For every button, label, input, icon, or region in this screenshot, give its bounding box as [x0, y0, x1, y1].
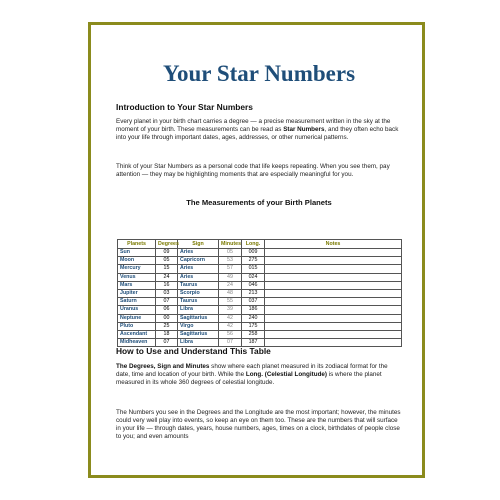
table-header-row [118, 240, 402, 249]
minutes-cell: 05 [219, 249, 242, 257]
degrees-cell: 03 [156, 289, 178, 297]
notes-cell[interactable] [265, 339, 402, 347]
sign-cell: Aries [178, 273, 219, 281]
table-row [118, 281, 402, 289]
minutes-cell: 24 [219, 281, 242, 289]
minutes-cell: 55 [219, 298, 242, 306]
longitude-cell: 187 [242, 339, 265, 347]
minutes-cell: 56 [219, 330, 242, 338]
degrees-cell: 00 [156, 314, 178, 322]
sign-cell: Sagittarius [178, 330, 219, 338]
notes-cell[interactable] [265, 257, 402, 265]
sign-cell: Scorpio [178, 289, 219, 297]
planet-cell: Ascendant [118, 330, 156, 338]
sign-cell: Libra [178, 339, 219, 347]
minutes-cell: 57 [219, 265, 242, 273]
minutes-cell: 42 [219, 322, 242, 330]
howto-paragraph: The Degrees, Sign and Minutes show where each planet measured in its zodiacal format for the date, time and location of your birth. While the Long. (Celestial Longitude) is where the planet measured in its whole 360 degrees of celestial longitude. [116, 363, 388, 386]
longitude-cell: 186 [242, 306, 265, 314]
table-row [118, 265, 402, 273]
table-row [118, 273, 402, 281]
longitude-cell: 009 [242, 249, 265, 257]
notes-cell[interactable] [265, 306, 402, 314]
planet-cell: Sun [118, 249, 156, 257]
intro-heading: Introduction to Your Star Numbers [116, 102, 253, 112]
header-minutes: Minutes [219, 240, 242, 249]
longitude-cell: 037 [242, 298, 265, 306]
planet-cell: Neptune [118, 314, 156, 322]
longitude-cell: 275 [242, 257, 265, 265]
intro-paragraph: Every planet in your birth chart carries a degree — a precise measurement written in the sky at the moment of your birth. These measurements can be read as Star Numbers, and they often echo back into your life through important dates, ages, addresses, or other numerical patterns. [116, 118, 399, 141]
degrees-cell: 07 [156, 298, 178, 306]
sign-cell: Sagittarius [178, 314, 219, 322]
sign-cell: Taurus [178, 281, 219, 289]
minutes-cell: 07 [219, 339, 242, 347]
notes-cell[interactable] [265, 298, 402, 306]
notes-cell[interactable] [265, 289, 402, 297]
table-row [118, 249, 402, 257]
degrees-cell: 06 [156, 306, 178, 314]
planet-cell: Mercury [118, 265, 156, 273]
celestial-longitude-term: Long. (Celestial Longitude) [245, 370, 328, 378]
howto-heading: How to Use and Understand This Table [116, 346, 271, 356]
degrees-cell: 18 [156, 330, 178, 338]
header-longitude: Long. [242, 240, 265, 249]
table-row [118, 257, 402, 265]
degrees-cell: 09 [156, 249, 178, 257]
longitude-cell: 015 [242, 265, 265, 273]
degrees-cell: 25 [156, 322, 178, 330]
header-sign: Sign [178, 240, 219, 249]
table-row [118, 330, 402, 338]
planet-cell: Mars [118, 281, 156, 289]
sign-cell: Libra [178, 306, 219, 314]
numbers-paragraph: The Numbers you see in the Degrees and the Longitude are the most important; however, the minutes could very well play into events, so keep an eye on them too. These are the numbers that will surface in your life — through dates, years, house numbers, ages, times on a clock, birthdates of people close to you; and even amounts [116, 409, 401, 440]
planet-cell: Saturn [118, 298, 156, 306]
notes-cell[interactable] [265, 314, 402, 322]
degrees-cell: 15 [156, 265, 178, 273]
planet-cell: Moon [118, 257, 156, 265]
longitude-cell: 258 [242, 330, 265, 338]
minutes-cell: 42 [219, 314, 242, 322]
page-title: Your Star Numbers [162, 61, 356, 86]
table-row [118, 322, 402, 330]
planet-cell: Venus [118, 273, 156, 281]
planet-cell: Midheaven [118, 339, 156, 347]
notes-cell[interactable] [265, 330, 402, 338]
minutes-cell: 39 [219, 306, 242, 314]
longitude-cell: 175 [242, 322, 265, 330]
notes-cell[interactable] [265, 322, 402, 330]
longitude-cell: 024 [242, 273, 265, 281]
sign-cell: Taurus [178, 298, 219, 306]
code-paragraph: Think of your Star Numbers as a personal code that life keeps repeating. When you see them, pay attention — they may be highlighting moments that are especially meaningful for you. [116, 163, 390, 178]
minutes-cell: 48 [219, 289, 242, 297]
document-frame [88, 22, 425, 478]
degrees-sign-minutes-term: The Degrees, Sign and Minutes [116, 363, 210, 370]
notes-cell[interactable] [265, 249, 402, 257]
notes-cell[interactable] [265, 281, 402, 289]
minutes-cell: 53 [219, 257, 242, 265]
planet-cell: Jupiter [118, 289, 156, 297]
longitude-cell: 213 [242, 289, 265, 297]
table-row [118, 306, 402, 314]
star-numbers-term: Star Numbers [283, 125, 325, 133]
table-row [118, 289, 402, 297]
degrees-cell: 07 [156, 339, 178, 347]
sign-cell: Capricorn [178, 257, 219, 265]
degrees-cell: 16 [156, 281, 178, 289]
sign-cell: Aries [178, 265, 219, 273]
degrees-cell: 05 [156, 257, 178, 265]
sign-cell: Virgo [178, 322, 219, 330]
planets-table [117, 239, 402, 347]
planet-cell: Uranus [118, 306, 156, 314]
minutes-cell: 49 [219, 273, 242, 281]
table-row [118, 298, 402, 306]
notes-cell[interactable] [265, 265, 402, 273]
notes-cell[interactable] [265, 273, 402, 281]
table-row [118, 314, 402, 322]
longitude-cell: 240 [242, 314, 265, 322]
header-degrees: Degrees [156, 240, 178, 249]
planet-cell: Pluto [118, 322, 156, 330]
longitude-cell: 046 [242, 281, 265, 289]
header-planets: Planets [118, 240, 156, 249]
sign-cell: Aries [178, 249, 219, 257]
degrees-cell: 24 [156, 273, 178, 281]
table-title: The Measurements of your Birth Planets [186, 198, 332, 207]
header-notes: Notes [265, 240, 402, 249]
